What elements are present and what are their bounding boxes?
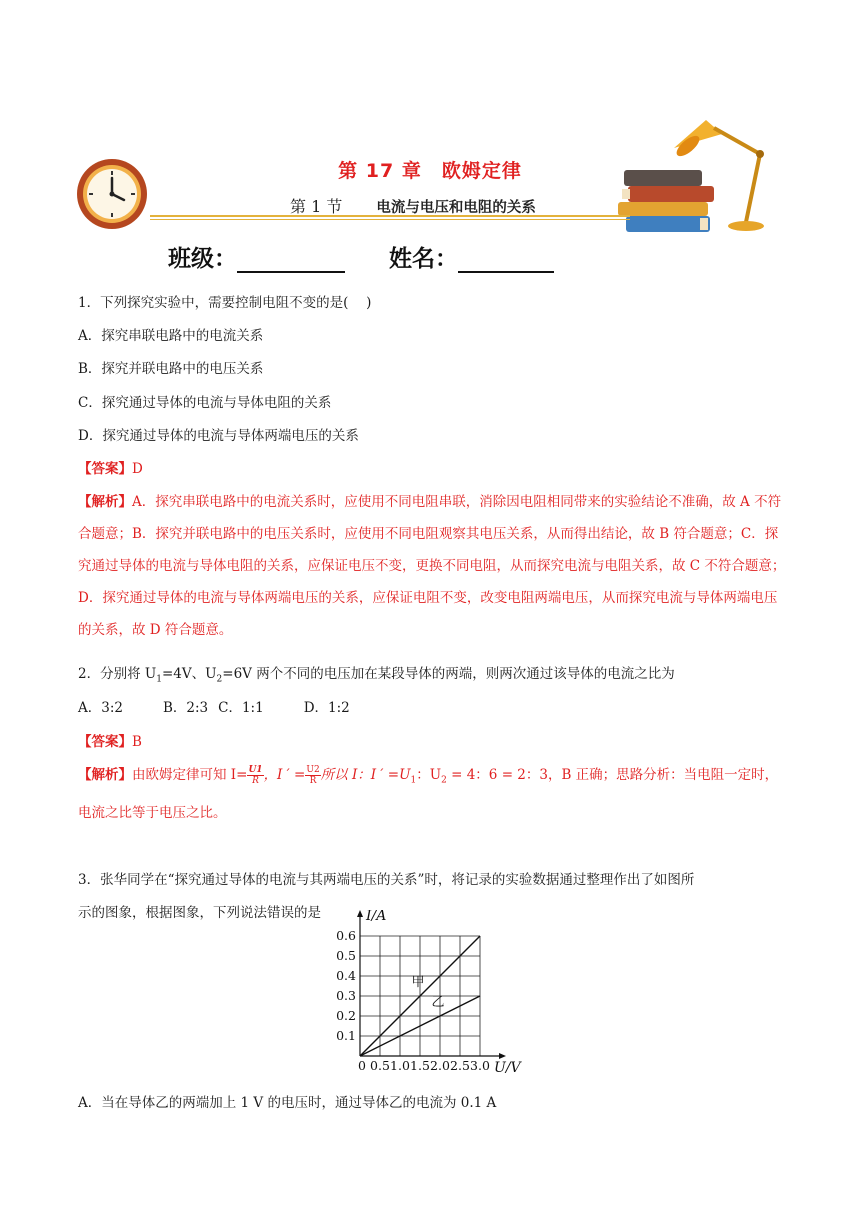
- x-tick-label: 1.0: [390, 1058, 410, 1073]
- q1-analysis: [78, 486, 786, 646]
- analysis-text: = 4：6 = 2：3，B 正确；思路分析：当电阻一定时，电流之比等于电压之比。: [78, 767, 779, 821]
- q2-stem-part: =6V 两个不同的电压加在某段导体的两端，则两次通过该导体的电流之比为: [222, 666, 675, 682]
- series-label: 乙: [431, 995, 445, 1010]
- x-tick-label: 2.5: [450, 1058, 470, 1073]
- class-label: 班级：: [168, 246, 237, 272]
- x-tick-label: 0: [358, 1058, 366, 1073]
- analysis-text: 所以 I：I ′ =U: [320, 767, 411, 783]
- q2-option-c: C．1:1: [218, 700, 264, 716]
- q2-option-b: B．2:3: [162, 700, 209, 716]
- q2-stem: [78, 664, 675, 690]
- analysis-text: ：U: [416, 767, 442, 783]
- answer-value: D: [132, 461, 143, 477]
- q1-option-d: D．探究通过导体的电流与导体两端电压的关系: [78, 428, 359, 444]
- name-blank: [458, 247, 554, 273]
- q2-option-d: D．1:2: [303, 700, 350, 716]
- q2-options: [78, 698, 350, 718]
- analysis-sub: 1: [410, 775, 417, 786]
- y-tick-label: 0.3: [336, 988, 356, 1003]
- fraction-denominator: R: [309, 776, 317, 786]
- q1-answer: [78, 459, 143, 479]
- q2-answer: [78, 732, 142, 752]
- y-tick-label: 0.4: [336, 968, 356, 983]
- q1-option-a: A．探究串联电路中的电流关系: [78, 328, 264, 344]
- q3-stem-line2: 示的图象，根据图象，下列说法错误的是: [78, 905, 321, 921]
- x-tick-label: 1.5: [410, 1058, 430, 1073]
- y-tick-label: 0.1: [336, 1028, 356, 1043]
- analysis-tag: 【解析】: [78, 767, 132, 783]
- section-title: 电流与电压和电阻的关系: [376, 200, 536, 216]
- q1-stem: 1．下列探究实验中，需要控制电阻不变的是( ): [78, 295, 372, 311]
- x-tick-label: 3.0: [470, 1058, 490, 1073]
- x-tick-label: 2.0: [430, 1058, 450, 1073]
- y-axis-arrow: [357, 910, 363, 917]
- analysis-tag: 【解析】: [78, 494, 132, 510]
- fraction-numerator: U2: [306, 765, 320, 775]
- fraction: [247, 765, 263, 786]
- header-rule-thin: [150, 219, 630, 220]
- name-label: 姓名：: [389, 246, 458, 272]
- x-axis-arrow: [499, 1053, 506, 1059]
- q1-option-c: C．探究通过导体的电流与导体电阻的关系: [78, 395, 332, 411]
- y-tick-label: 0.5: [336, 948, 356, 963]
- q3-stem-line1: 3．张华同学在“探究通过导体的电流与其两端电压的关系”时，将记录的实验数据通过整理作出了如图所: [78, 872, 695, 888]
- q2-stem-part: 2．分别将 U: [78, 666, 157, 682]
- fraction: [305, 765, 320, 786]
- answer-tag: 【答案】: [78, 461, 132, 477]
- q1-option-b: B．探究并联电路中的电压关系: [78, 361, 264, 377]
- section-number: 第 1 节: [290, 197, 343, 216]
- y-tick-label: 0.2: [336, 1008, 356, 1023]
- chapter-title: 第 17 章 欧姆定律: [338, 160, 522, 182]
- analysis-text: 由欧姆定律可知 I=: [132, 767, 248, 783]
- current-voltage-chart: [320, 910, 540, 1080]
- answer-value: B: [132, 734, 142, 750]
- q2-option-a: A．3:2: [78, 700, 123, 716]
- series-label: 甲: [411, 975, 425, 990]
- analysis-sub: 2: [441, 775, 447, 786]
- fraction-denominator: R: [252, 776, 259, 786]
- y-axis-label: I/A: [366, 910, 387, 924]
- q2-analysis: [78, 759, 786, 829]
- x-axis-label: U/V: [494, 1060, 521, 1076]
- fraction-numerator: U1: [248, 765, 263, 775]
- q2-sub: 1: [156, 674, 162, 685]
- analysis-text: ，I ′ =: [263, 767, 306, 783]
- q2-sub: 2: [216, 674, 223, 685]
- section-heading: [290, 194, 536, 217]
- answer-tag: 【答案】: [78, 734, 132, 750]
- class-name-row: [168, 240, 554, 273]
- q2-stem-part: =4V、U: [162, 666, 217, 682]
- analysis-text: A．探究串联电路中的电流关系时，应使用不同电阻串联，消除因电阻相同带来的实验结论不准确，故 A 不符合题意；B．探究并联电路中的电压关系时，应使用不同电阻观察其电压关系，从而得出结论，故 B 符合题意；C．探究通过导体的电流与导体电阻的关系，应保证电压不变，更换不同电阻，从而探究电流与电阻关系，故 C 不符合题意；D．探究通过导体的电流与导体两端电压的关系，应保证电阻不变，改变电阻两端电压，从而探究电流与导体两端电压的关系，故 D 符合题意。: [78, 494, 786, 638]
- q3-option-a: A．当在导体乙的两端加上 1 V 的电压时，通过导体乙的电流为 0.1 A: [78, 1095, 497, 1111]
- class-blank: [237, 247, 345, 273]
- y-tick-label: 0.6: [336, 928, 356, 943]
- x-tick-label: 0.5: [370, 1058, 390, 1073]
